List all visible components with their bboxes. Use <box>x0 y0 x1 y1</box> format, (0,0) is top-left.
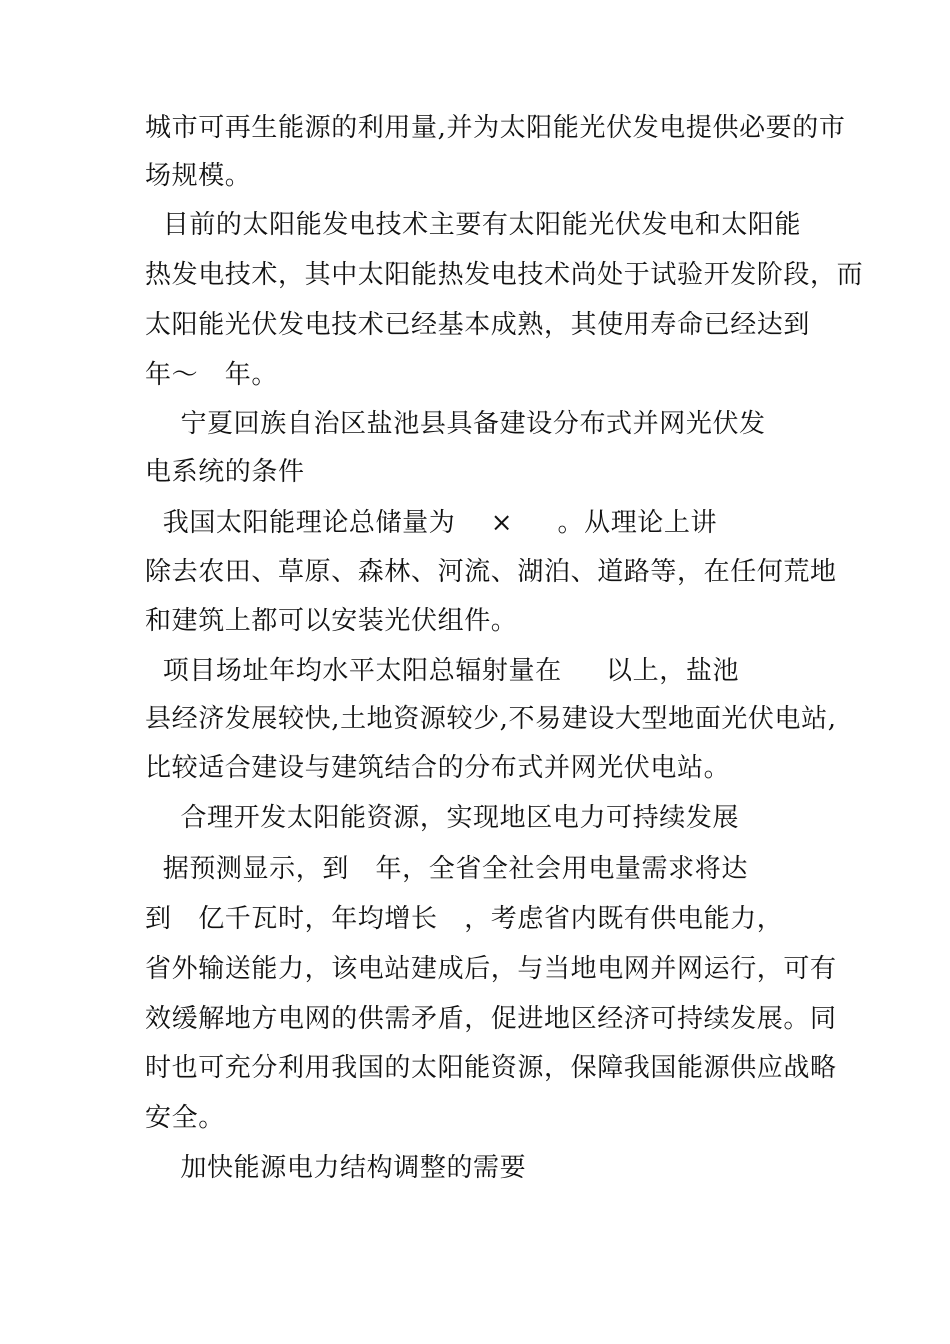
paragraph-2-line-4: 年～ 年。 <box>145 360 278 390</box>
paragraph-5-line-2: 到 亿千瓦时，年均增长 ，考虑省内既有供电能力， <box>145 904 784 934</box>
paragraph-5-line-1: 据预测显示，到 年，全省全社会用电量需求将达 <box>145 854 748 884</box>
heading-3-line-1: 加快能源电力结构调整的需要 <box>145 1153 527 1183</box>
paragraph-4-line-1: 项目场址年均水平太阳总辐射量在 以上，盐池 <box>145 656 740 686</box>
paragraph-1-line-2: 场规模。 <box>145 161 252 191</box>
paragraph-4-line-2: 县经济发展较快,土地资源较少,不易建设大型地面光伏电站, <box>145 704 837 734</box>
paragraph-5-line-3: 省外输送能力，该电站建成后，与当地电网并网运行，可有 <box>145 954 837 984</box>
paragraph-2-line-3: 太阳能光伏发电技术已经基本成熟，其使用寿命已经达到 <box>145 310 811 340</box>
heading-1-line-2: 电系统的条件 <box>145 457 305 487</box>
paragraph-2-line-1: 目前的太阳能发电技术主要有太阳能光伏发电和太阳能 <box>145 210 802 240</box>
paragraph-2-line-2: 热发电技术，其中太阳能热发电技术尚处于试验开发阶段，而 <box>145 260 864 290</box>
paragraph-5-line-4: 效缓解地方电网的供需矛盾，促进地区经济可持续发展。同 <box>145 1004 837 1034</box>
paragraph-3-line-2: 除去农田、草原、森林、河流、湖泊、道路等，在任何荒地 <box>145 557 837 587</box>
paragraph-5-line-6: 安全。 <box>145 1103 225 1133</box>
paragraph-5-line-5: 时也可充分利用我国的太阳能资源，保障我国能源供应战略 <box>145 1053 837 1083</box>
paragraph-3-line-3: 和建筑上都可以安装光伏组件。 <box>145 606 518 636</box>
heading-1-line-1: 宁夏回族自治区盐池县具备建设分布式并网光伏发 <box>145 409 766 439</box>
heading-2-line-1: 合理开发太阳能资源，实现地区电力可持续发展 <box>145 803 740 833</box>
paragraph-1-line-1: 城市可再生能源的利用量,并为太阳能光伏发电提供必要的市 <box>145 113 846 143</box>
paragraph-4-line-3: 比较适合建设与建筑结合的分布式并网光伏电站。 <box>145 753 731 783</box>
paragraph-3-line-1: 我国太阳能理论总储量为 × 。从理论上讲 <box>145 508 718 538</box>
